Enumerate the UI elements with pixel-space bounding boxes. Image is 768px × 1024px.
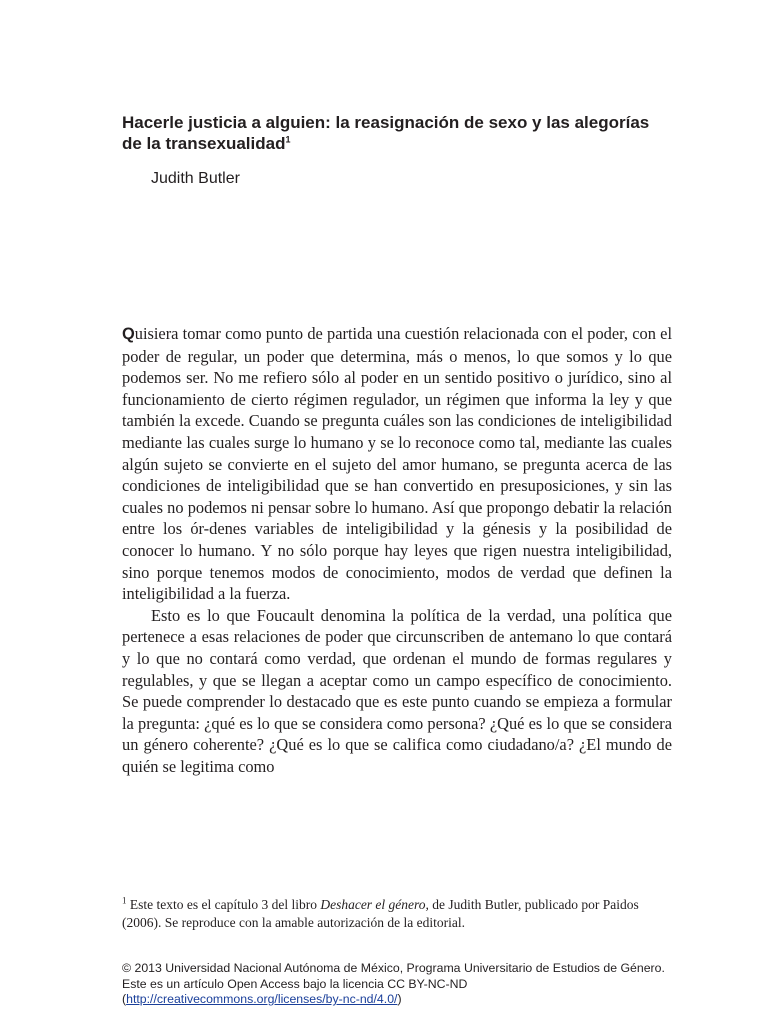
footnote-book-title: Deshacer el género, xyxy=(320,897,429,912)
license-line: Este es un artículo Open Access bajo la licencia CC BY-NC-ND xyxy=(122,976,468,991)
copyright-line: © 2013 Universidad Nacional Autónoma de México, Programa Universitario de Estudios de Género. xyxy=(122,961,665,975)
license-link[interactable]: http://creativecommons.org/licenses/by-nc-nd/4.0/ xyxy=(126,992,398,1006)
footnote-text-after: de Judith Butler, publicado por Paidos (2006). Se reproduce con la amable autorización de la editorial. xyxy=(122,897,639,930)
paragraph-1 xyxy=(122,323,672,605)
license-notice xyxy=(122,961,682,1008)
footnote-reference[interactable]: 1 xyxy=(285,134,291,145)
close-paren: ) xyxy=(397,992,402,1006)
article-title-text: Hacerle justicia a alguien: la reasignación de sexo y las alegorías de la transexualidad xyxy=(122,113,650,153)
article-title xyxy=(122,112,662,154)
author-name: Judith Butler xyxy=(151,170,240,187)
open-paren: ( xyxy=(122,992,127,1006)
license-url-line xyxy=(122,992,682,1008)
article-body xyxy=(122,323,672,777)
paragraph-2: Esto es lo que Foucault denomina la política de la verdad, una política que pertenece a esas relaciones de poder que circunscriben de antemano lo que contará y lo que no contará como verdad, que ordenan el mundo de formas regulares y regulables, y que se llegan a aceptar como un campo específico de conocimiento. Se puede comprender lo destacado que es este punto cuando se empieza a formular la pregunta: ¿qué es lo que se considera como persona? ¿Qué es lo que se considera un género coherente? ¿Qué es lo que se califica como ciudadano/a? ¿El mundo de quién se legitima como xyxy=(122,605,672,776)
footnote-text-before: Este texto es el capítulo 3 del libro xyxy=(126,897,321,912)
paragraph-1-text: uisiera tomar como punto de partida una cuestión relacionada con el poder, con el poder de regular, un poder que determina, más o menos, lo que somos y lo que podemos ser. No me refiero sólo al poder en un sentido positivo o jurídico, sino al funcionamiento de cierto régimen regulador, un régimen que informa la ley y que también la excede. Cuando se pregunta cuáles son las condiciones de inteligibilidad mediante las cuales surge lo humano y se lo reconoce como tal, mediante las cuales algún sujeto se convierte en el sujeto del amor humano, se pregunta acerca de las condiciones de inteligibilidad que se han convertido en presuposiciones, y sin las cuales no podemos ni pensar sobre lo humano. Así que propongo debatir la relación entre los ór-denes variables de inteligibilidad y la génesis y la posibilidad de conocer lo humano. Y no sólo porque hay leyes que rigen nuestra inteligibilidad, sino porque tenemos modos de conocimiento, modos de verdad que definen la inteligibilidad a la fuerza. xyxy=(122,324,672,604)
footnote-mark: 1 xyxy=(122,895,127,906)
drop-cap: Q xyxy=(122,325,135,343)
footnote xyxy=(122,896,672,932)
